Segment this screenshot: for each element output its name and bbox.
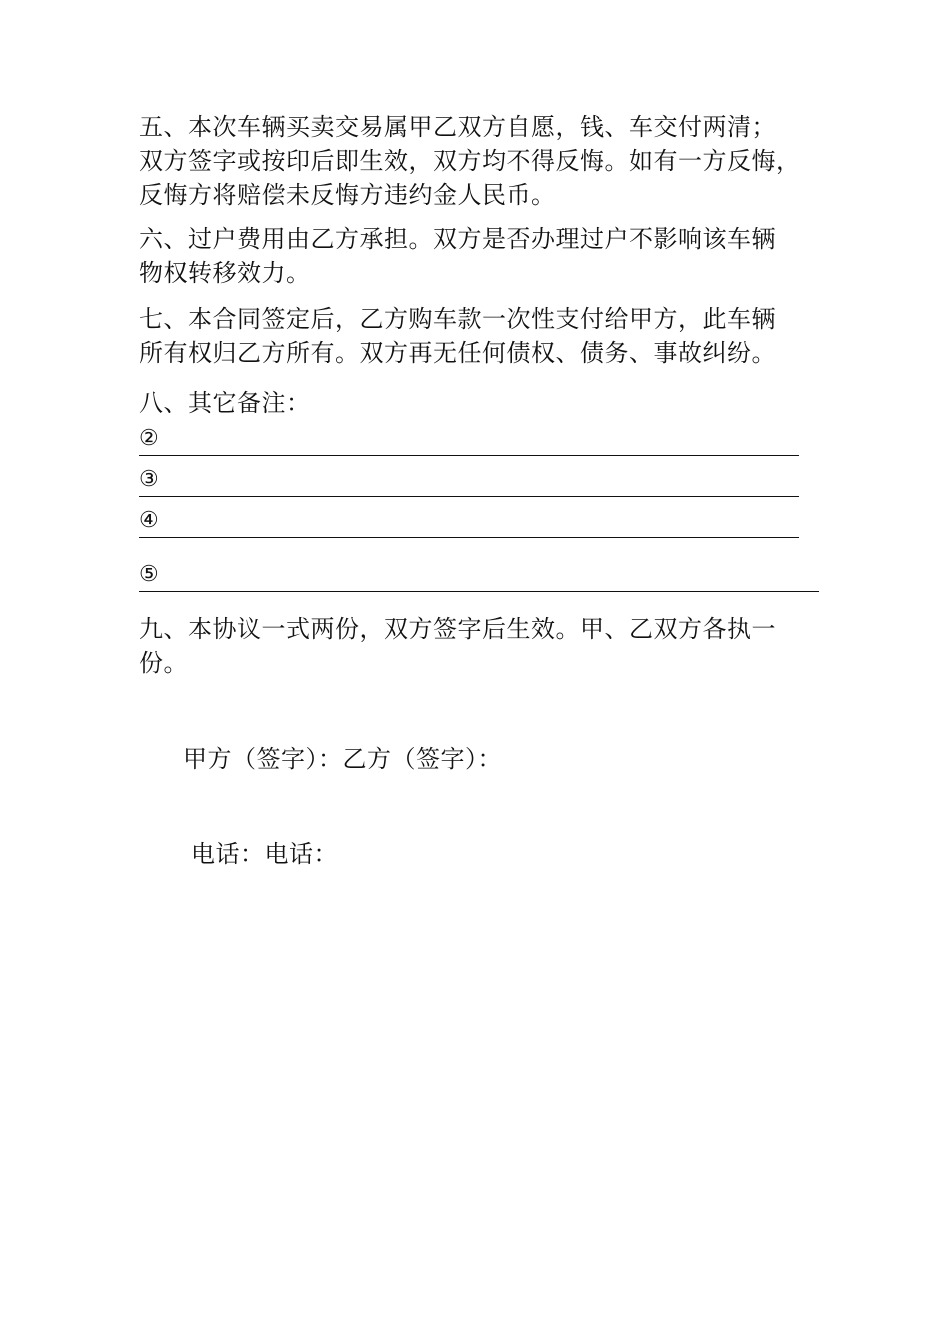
remark-underline xyxy=(139,455,799,456)
signature-line: 甲方（签字）：乙方（签字）： xyxy=(183,745,502,773)
remark-blank-3 xyxy=(139,465,799,497)
clause-seven-line-2: 所有权归乙方所有。双方再无任何债权、债务、事故纠纷。 xyxy=(139,339,776,367)
remark-number: ③ xyxy=(139,467,159,492)
remark-underline xyxy=(139,591,819,592)
clause-nine-line-2: 份。 xyxy=(139,649,188,677)
clause-seven-line-1: 七、本合同签定后，乙方购车款一次性支付给甲方，此车辆 xyxy=(139,305,776,333)
clause-five-line-3: 反悔方将赔偿未反悔方违约金人民币。 xyxy=(139,181,556,209)
remark-underline xyxy=(139,537,799,538)
remark-blank-2 xyxy=(139,424,799,456)
clause-five-line-1: 五、本次车辆买卖交易属甲乙双方自愿，钱、车交付两清； xyxy=(139,113,776,141)
clause-eight-heading: 八、其它备注： xyxy=(139,389,311,417)
clause-five-line-2: 双方签字或按印后即生效，双方均不得反悔。如有一方反悔， xyxy=(139,147,801,175)
remark-number: ② xyxy=(139,426,159,451)
remark-number: ④ xyxy=(139,508,159,533)
phone-line: 电话：电话： xyxy=(191,840,338,868)
clause-six-line-1: 六、过户费用由乙方承担。双方是否办理过户不影响该车辆 xyxy=(139,225,776,253)
remark-blank-5 xyxy=(139,560,819,592)
remark-number: ⑤ xyxy=(139,562,159,587)
clause-nine-line-1: 九、本协议一式两份，双方签字后生效。甲、乙双方各执一 xyxy=(139,615,776,643)
remark-blank-4 xyxy=(139,506,799,538)
remark-underline xyxy=(139,496,799,497)
clause-six-line-2: 物权转移效力。 xyxy=(139,259,311,287)
